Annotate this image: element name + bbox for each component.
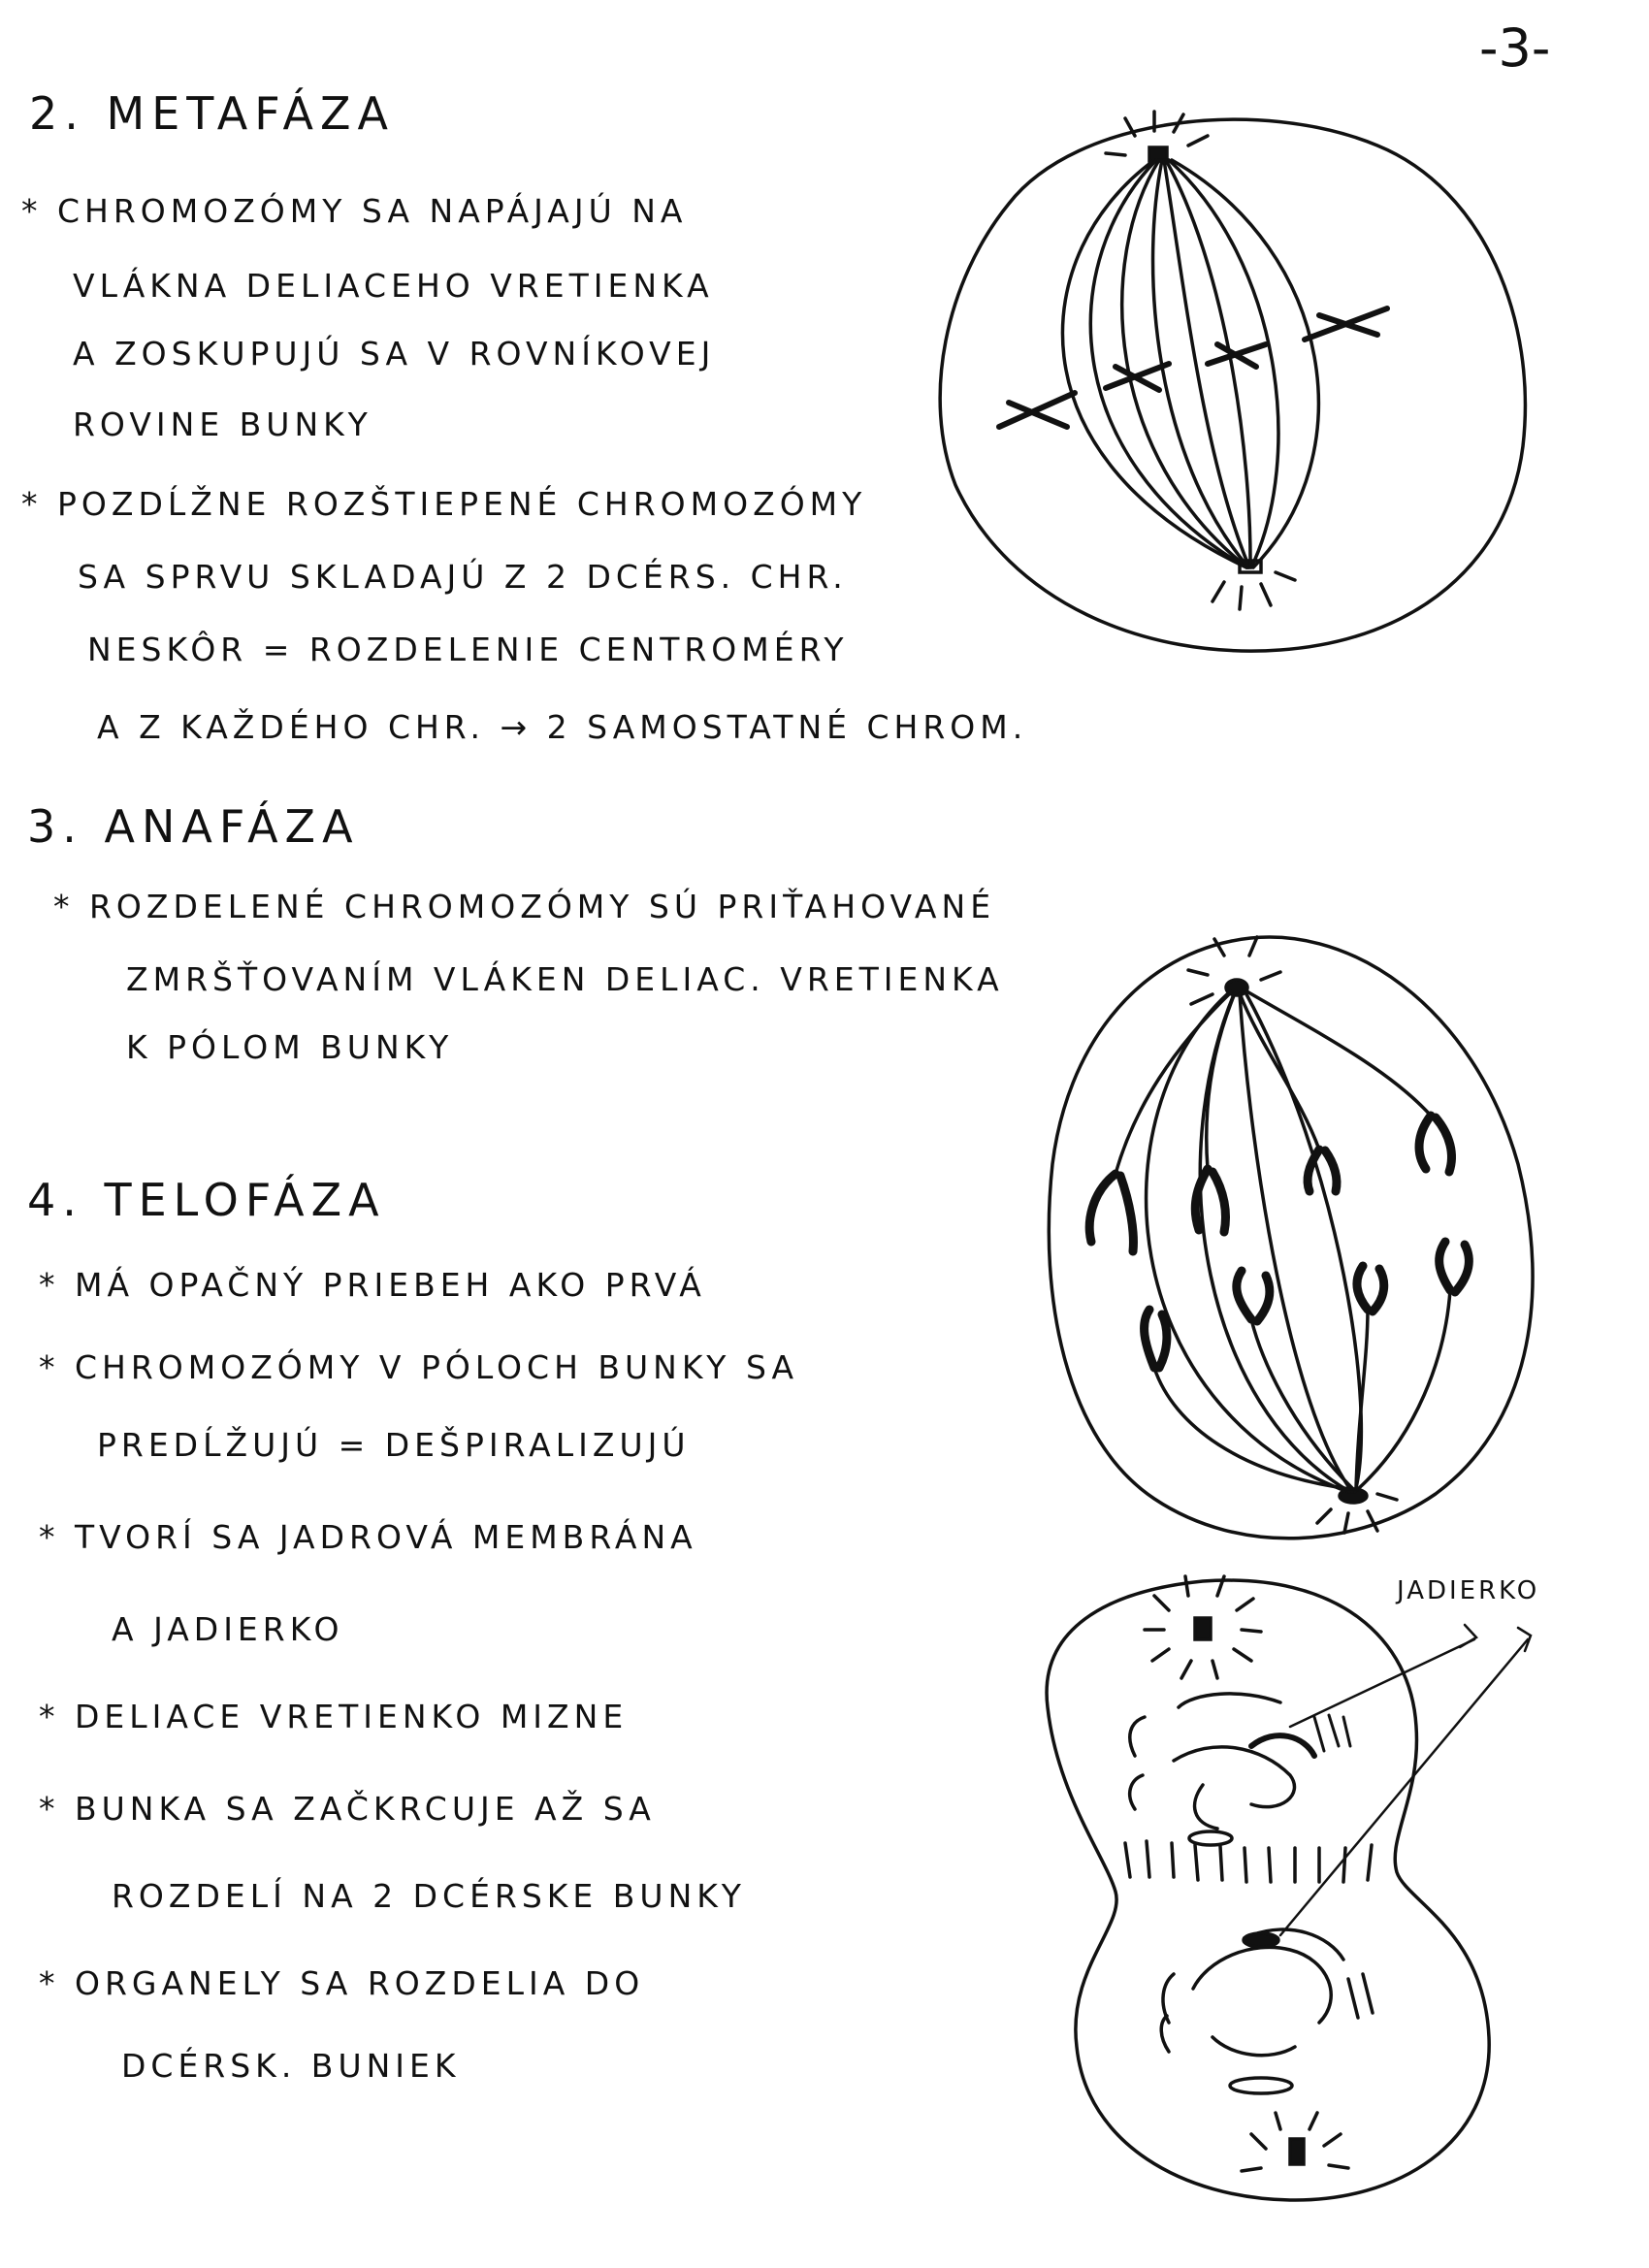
metafaza-line-2: VLÁKNA DELIACEHO VRETIENKA [73, 267, 714, 305]
anaphase-cell [1049, 937, 1533, 1539]
telophase-cell [1047, 1576, 1531, 2200]
metafaza-line-3: A ZOSKUPUJÚ SA V ROVNÍKOVEJ [73, 335, 716, 373]
label-jadierko: JADIERKO [1397, 1576, 1540, 1605]
heading-telofaza: 4. TELOFÁZA [27, 1174, 386, 1226]
telofaza-line-3: PREDĹŽUJÚ = DEŠPIRALIZUJÚ [97, 1426, 691, 1464]
metafaza-line-4: ROVINE BUNKY [73, 405, 372, 443]
metafaza-line-7: NESKÔR = ROZDELENIE CENTROMÉRY [87, 631, 849, 668]
telofaza-line-4: * TVORÍ SA JADROVÁ MEMBRÁNA [39, 1518, 697, 1556]
telofaza-line-1: * MÁ OPAČNÝ PRIEBEH AKO PRVÁ [39, 1266, 706, 1304]
metafaza-line-5: * POZDĹŽNE ROZŠTIEPENÉ CHROMOZÓMY [21, 485, 867, 523]
telofaza-line-7: * BUNKA SA ZAČKRCUJE AŽ SA [39, 1790, 656, 1828]
anafaza-line-3: K PÓLOM BUNKY [126, 1028, 454, 1066]
telofaza-line-8: ROZDELÍ NA 2 DCÉRSKE BUNKY [112, 1877, 746, 1915]
telofaza-line-2: * CHROMOZÓMY V PÓLOCH BUNKY SA [39, 1348, 799, 1386]
anafaza-line-1: * ROZDELENÉ CHROMOZÓMY SÚ PRIŤAHOVANÉ [53, 888, 996, 925]
metafaza-line-1: * CHROMOZÓMY SA NAPÁJAJÚ NA [21, 192, 688, 230]
telofaza-line-5: A JADIERKO [112, 1610, 344, 1648]
metafaza-line-8: A Z KAŽDÉHO CHR. → 2 SAMOSTATNÉ CHROM. [97, 708, 1028, 746]
telofaza-line-10: DCÉRSK. BUNIEK [121, 2047, 461, 2085]
heading-anafaza: 3. ANAFÁZA [27, 800, 360, 853]
metaphase-cell [940, 112, 1525, 651]
telofaza-line-6: * DELIACE VRETIENKO MIZNE [39, 1698, 629, 1735]
metafaza-line-6: SA SPRVU SKLADAJÚ Z 2 DCÉRS. CHR. [78, 558, 848, 596]
anafaza-line-2: ZMRŠŤOVANÍM VLÁKEN DELIAC. VRETIENKA [126, 960, 1004, 998]
telofaza-line-9: * ORGANELY SA ROZDELIA DO [39, 1964, 645, 2002]
page-number: -3- [1479, 17, 1551, 79]
heading-metafaza: 2. METAFÁZA [29, 87, 395, 140]
